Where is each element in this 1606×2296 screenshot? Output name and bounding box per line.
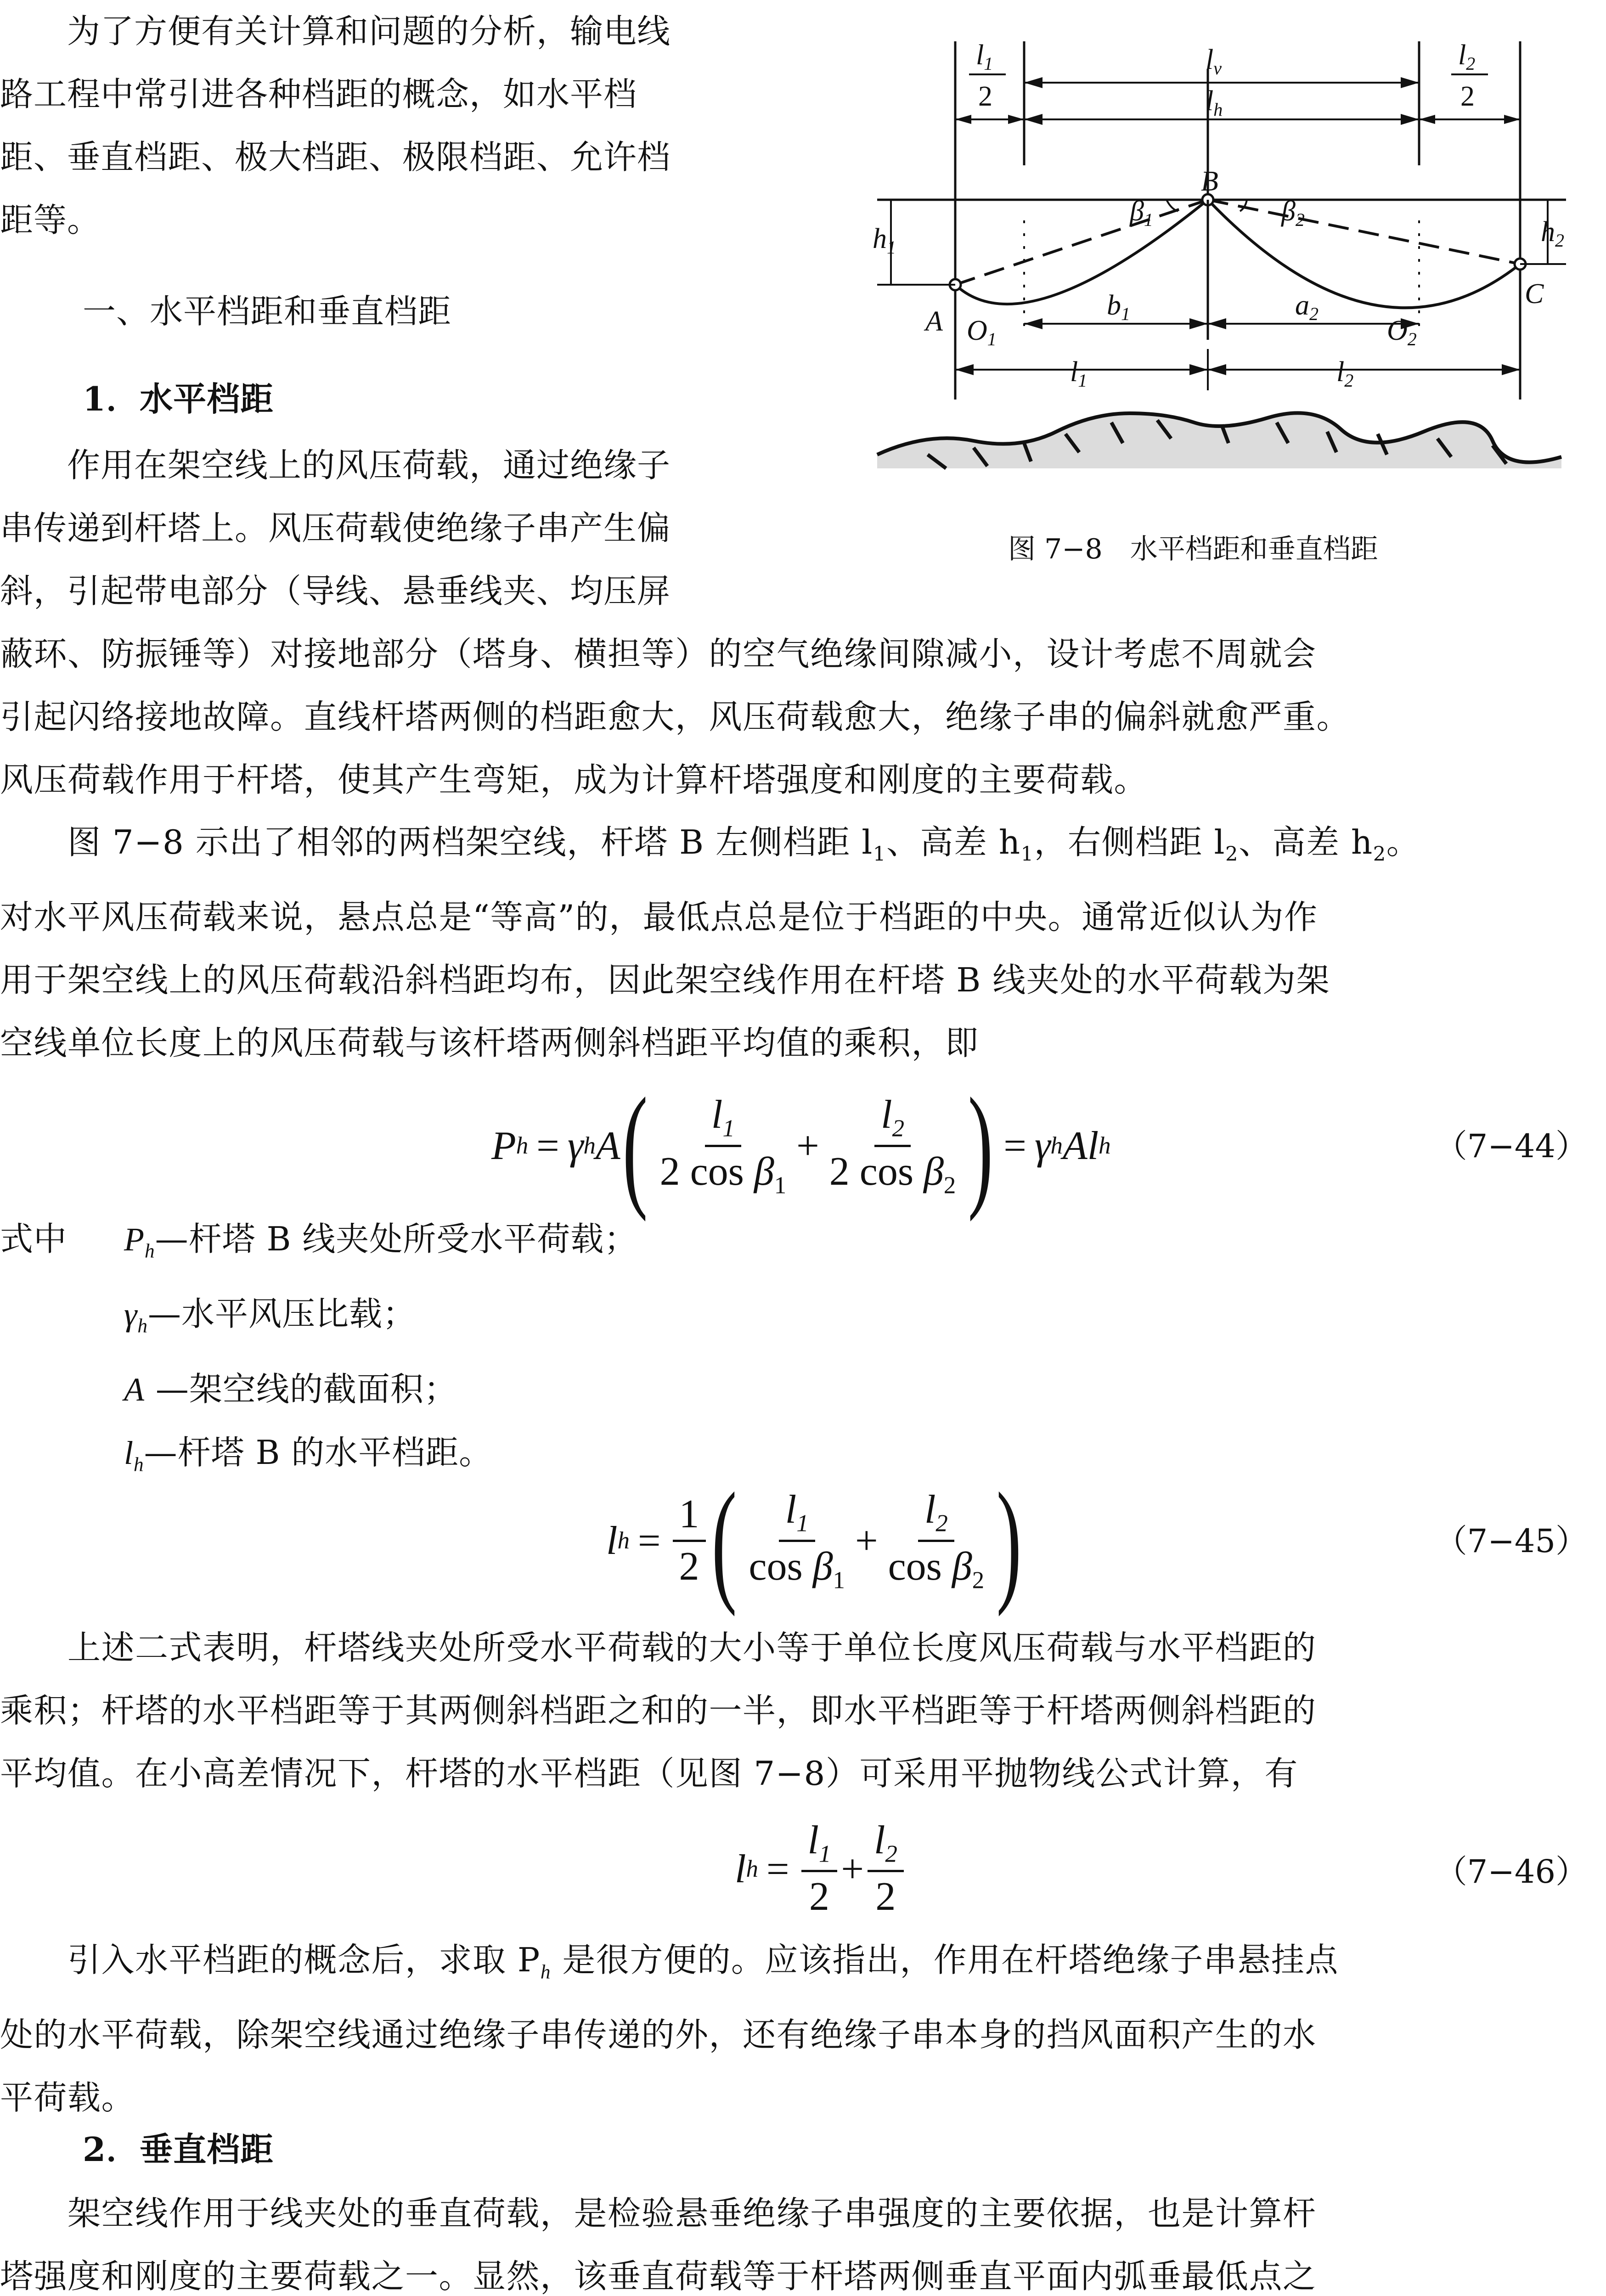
where-item: $P_h—$杆塔 B 线夹处所受水平荷载； [124, 1220, 638, 1262]
label-beta2: β2 [1281, 196, 1305, 230]
label-h2: h2 [1541, 216, 1564, 251]
label-O2: O2 [1387, 315, 1417, 349]
label-beta1: β1 [1130, 196, 1153, 230]
text-line: 引起闪络接地故障。直线杆塔两侧的档距愈大，风压荷载愈大，绝缘子串的偏斜就愈严重。 [0, 698, 1351, 736]
where-label: 式中 [0, 1220, 68, 1258]
text-line: 图 7−8 示出了相邻的两档架空线，杆塔 B 左侧档距 $l_1$、高差 $h_1$，右侧档距 $l_2$、高差 $h_2$。 [0, 823, 1420, 866]
equation-7-46: l h = $\frac{l_1}{2}$ + $\frac{l_2}{2}$ [735, 1812, 907, 1926]
label-h1: h1 [873, 223, 896, 258]
label-B: B [1201, 166, 1218, 197]
figure-caption: 图 7−8 水平档距和垂直档距 [1008, 533, 1378, 565]
label-O1: O1 [967, 315, 997, 349]
text-line: 空线单位长度上的风压荷载与该杆塔两侧斜档距平均值的乘积，即 [0, 1024, 979, 1063]
text-line: 串传递到杆塔上。风压荷载使绝缘子串产生偏 [0, 509, 671, 547]
where-item: $l_h—$杆塔 B 的水平档距。 [124, 1433, 493, 1476]
figure-reference-paragraph [0, 811, 1420, 1075]
text-line: 塔强度和刚度的主要荷载之一。显然，该垂直荷载等于杆塔两侧垂直平面内弧垂最低点之 [0, 2257, 1317, 2296]
text-line: 平荷载。 [0, 2078, 135, 2117]
text-line: 平均值。在小高差情况下，杆塔的水平档距（见图 7−8）可采用平抛物线公式计算，有 [0, 1754, 1298, 1793]
label-lh: lh [1206, 85, 1223, 120]
intro-paragraph [0, 0, 827, 252]
text-line: 用于架空线上的风压荷载沿斜档距均布，因此架空线作用在杆塔 B 线夹处的水平荷载为架 [0, 961, 1330, 1000]
label-a2: a2 [1295, 290, 1319, 324]
equation-7-45: l h = $\frac{1}{2}$ ( $\frac{l_1}{\cos \beta_1}$ + $\frac{l_2}{\cos \beta_2}$ ) [606, 1464, 1022, 1617]
text-line: 架空线作用于线夹处的垂直荷载，是检验悬垂绝缘子串强度的主要依据，也是计算杆 [0, 2194, 1317, 2233]
label-lv: lv [1206, 44, 1222, 79]
text-line: 斜，引起带电部分（导线、悬垂线夹、均压屏 [0, 572, 671, 610]
equation-number: （7−44） [1435, 1127, 1588, 1165]
intro-line: 路工程中常引进各种档距的概念，如水平档 [0, 75, 637, 113]
sub2-paragraph [0, 2182, 1389, 2296]
figure-7-8 [873, 28, 1571, 487]
span-diagram [873, 28, 1571, 487]
sub1-narrow-paragraph [0, 434, 671, 623]
intro-line: 距、垂直档距、极大档距、极限档距、允许档 [0, 138, 671, 176]
subsection-title-vertical-span: 2．垂直档距 [83, 2130, 274, 2169]
label-two: 2 [978, 81, 992, 112]
intro-line: 距等。 [0, 201, 101, 239]
chord-left [955, 200, 1208, 285]
equation-number: （7−45） [1435, 1522, 1588, 1560]
text-line: 作用在架空线上的风压荷载，通过绝缘子 [0, 446, 671, 484]
sub1-wide-paragraph [0, 623, 1350, 811]
text-line: 蔽环、防振锤等）对接地部分（塔身、横担等）的空气绝缘间隙减小，设计考虑不周就会 [0, 635, 1317, 673]
equation-7-44: P h = γ h A ( $\frac{l_1}{2 \cos \beta_1}$ + $\frac{l_2}{2 \cos \beta_2}$ ) = γ h A l h [491, 1069, 1111, 1222]
label-two: 2 [1460, 81, 1475, 112]
after-eq45-paragraph [0, 1616, 1317, 1805]
text-line: 处的水平荷载，除架空线通过绝缘子串传递的外，还有绝缘子串本身的挡风面积产生的水 [0, 2015, 1317, 2054]
label-C: C [1525, 278, 1544, 310]
text-line: 引入水平档距的概念后，求取 $P_h$ 是很方便的。应该指出，作用在杆塔绝缘子串悬挂点 [0, 1941, 1339, 1983]
equation-number: （7−46） [1435, 1853, 1588, 1891]
intro-line: 为了方便有关计算和问题的分析，输电线 [0, 12, 671, 51]
conductor-left [955, 200, 1208, 304]
conductor-right [1208, 200, 1520, 308]
where-item: A —架空线的截面积； [124, 1369, 457, 1408]
label-l1: l1 [1070, 356, 1088, 391]
text-line: 对水平风压荷载来说，悬点总是“等高”的，最低点总是位于档距的中央。通常近似认为作 [0, 898, 1318, 937]
text-line: 风压荷载作用于杆塔，使其产生弯矩，成为计算杆塔强度和刚度的主要荷载。 [0, 760, 1148, 799]
text-line: 乘积；杆塔的水平档距等于其两侧斜档距之和的一半，即水平档距等于杆塔两侧斜档距的 [0, 1691, 1317, 1730]
label-l1-half: l1 [976, 39, 993, 74]
label-A: A [925, 306, 943, 337]
after-eq46-paragraph [0, 1929, 1339, 2129]
where-item: $\gamma_h—$水平风压比载； [124, 1294, 416, 1337]
label-l2: l2 [1336, 356, 1354, 391]
label-l2-half: l2 [1458, 39, 1476, 74]
subsection-title-horizontal-span: 1．水平档距 [83, 379, 274, 418]
chord-right [1208, 200, 1520, 264]
label-b1: b1 [1107, 290, 1130, 324]
where-list [124, 1208, 637, 1496]
text-line: 上述二式表明，杆塔线夹处所受水平荷载的大小等于单位长度风压荷载与水平档距的 [0, 1628, 1317, 1667]
section-title: 一、水平档距和垂直档距 [83, 292, 452, 331]
